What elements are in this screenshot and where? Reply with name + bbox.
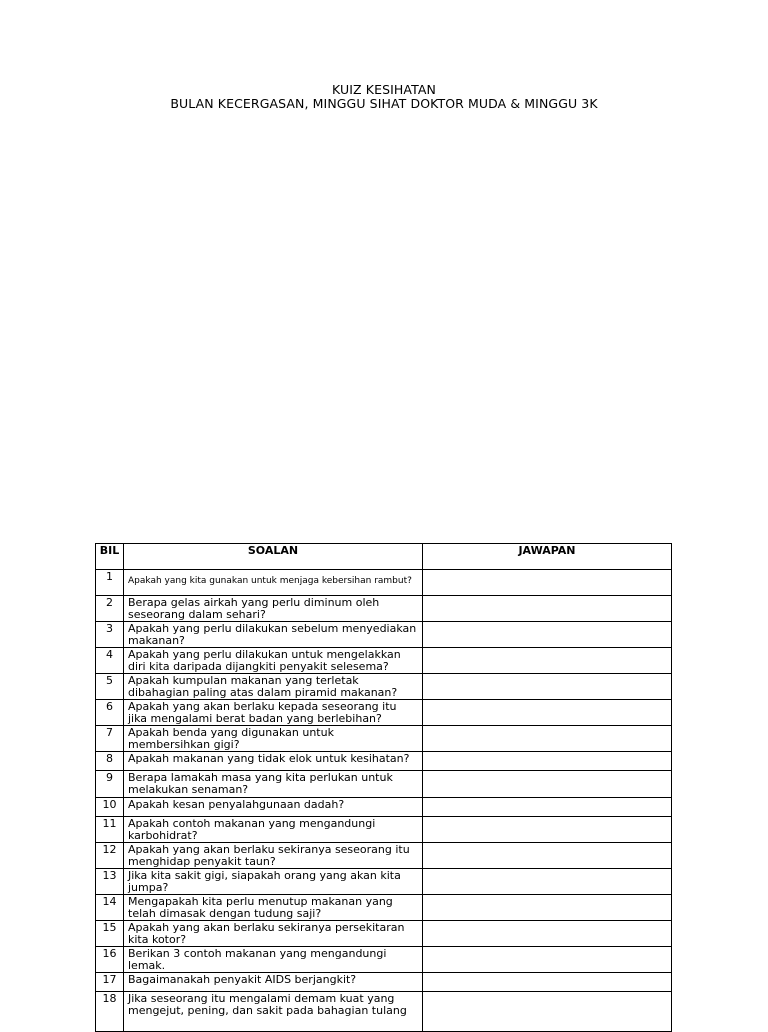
question-text: Apakah makanan yang tidak elok untuk kesihatan? <box>124 752 423 771</box>
question-text: Bagaimanakah penyakit AIDS berjangkit? <box>124 973 423 992</box>
row-number: 9 <box>96 771 124 798</box>
header-bil: BIL <box>96 544 124 570</box>
quiz-table <box>95 543 672 1032</box>
answer-cell[interactable] <box>423 843 672 869</box>
answer-cell[interactable] <box>423 973 672 992</box>
table-row <box>96 700 672 726</box>
table-row <box>96 726 672 752</box>
table-row <box>96 895 672 921</box>
table-row <box>96 921 672 947</box>
answer-cell[interactable] <box>423 570 672 596</box>
table-row <box>96 869 672 895</box>
row-number: 3 <box>96 622 124 648</box>
header-soalan: SOALAN <box>124 544 423 570</box>
row-number: 7 <box>96 726 124 752</box>
table-row <box>96 992 672 1032</box>
row-number: 5 <box>96 674 124 700</box>
row-number: 18 <box>96 992 124 1032</box>
question-text: Berapa gelas airkah yang perlu diminum oleh seseorang dalam sehari? <box>124 596 423 622</box>
row-number: 12 <box>96 843 124 869</box>
answer-cell[interactable] <box>423 726 672 752</box>
row-number: 2 <box>96 596 124 622</box>
row-number: 4 <box>96 648 124 674</box>
table-row <box>96 570 672 596</box>
table-row <box>96 947 672 973</box>
question-text: Mengapakah kita perlu menutup makanan yang telah dimasak dengan tudung saji? <box>124 895 423 921</box>
table-row <box>96 817 672 843</box>
question-text: Jika kita sakit gigi, siapakah orang yang akan kita jumpa? <box>124 869 423 895</box>
table-row <box>96 596 672 622</box>
answer-cell[interactable] <box>423 947 672 973</box>
answer-cell[interactable] <box>423 895 672 921</box>
question-text: Apakah yang akan berlaku kepada seseorang itu jika mengalami berat badan yang berlebihan? <box>124 700 423 726</box>
document-title: KUIZ KESIHATAN <box>332 82 436 97</box>
table-row <box>96 622 672 648</box>
table-row <box>96 843 672 869</box>
answer-cell[interactable] <box>423 674 672 700</box>
question-text: Apakah kesan penyalahgunaan dadah? <box>124 798 423 817</box>
answer-cell[interactable] <box>423 700 672 726</box>
answer-cell[interactable] <box>423 817 672 843</box>
answer-cell[interactable] <box>423 596 672 622</box>
row-number: 16 <box>96 947 124 973</box>
answer-cell[interactable] <box>423 622 672 648</box>
row-number: 11 <box>96 817 124 843</box>
answer-cell[interactable] <box>423 648 672 674</box>
question-text: Jika seseorang itu mengalami demam kuat yang mengejut, pening, dan sakit pada bahagian tulang <box>124 992 423 1032</box>
row-number: 17 <box>96 973 124 992</box>
answer-cell[interactable] <box>423 771 672 798</box>
table-row <box>96 674 672 700</box>
row-number: 10 <box>96 798 124 817</box>
question-text: Apakah yang kita gunakan untuk menjaga kebersihan rambut? <box>124 570 423 596</box>
question-text: Apakah contoh makanan yang mengandungi karbohidrat? <box>124 817 423 843</box>
document-subtitle: BULAN KECERGASAN, MINGGU SIHAT DOKTOR MUDA & MINGGU 3K <box>170 96 598 111</box>
answer-cell[interactable] <box>423 869 672 895</box>
row-number: 15 <box>96 921 124 947</box>
answer-cell[interactable] <box>423 992 672 1032</box>
question-text: Apakah kumpulan makanan yang terletak dibahagian paling atas dalam piramid makanan? <box>124 674 423 700</box>
question-text: Apakah yang perlu dilakukan untuk mengelakkan diri kita daripada dijangkiti penyakit selesema? <box>124 648 423 674</box>
question-text: Apakah yang perlu dilakukan sebelum menyediakan makanan? <box>124 622 423 648</box>
row-number: 8 <box>96 752 124 771</box>
table-row <box>96 973 672 992</box>
question-text: Apakah yang akan berlaku sekiranya persekitaran kita kotor? <box>124 921 423 947</box>
answer-cell[interactable] <box>423 798 672 817</box>
question-text: Berapa lamakah masa yang kita perlukan untuk melakukan senaman? <box>124 771 423 798</box>
row-number: 6 <box>96 700 124 726</box>
table-row <box>96 752 672 771</box>
row-number: 13 <box>96 869 124 895</box>
answer-cell[interactable] <box>423 921 672 947</box>
header-jawapan: JAWAPAN <box>423 544 672 570</box>
table-row <box>96 648 672 674</box>
table-row <box>96 771 672 798</box>
question-text: Apakah benda yang digunakan untuk membersihkan gigi? <box>124 726 423 752</box>
table-row <box>96 798 672 817</box>
answer-cell[interactable] <box>423 752 672 771</box>
row-number: 1 <box>96 570 124 596</box>
question-text: Berikan 3 contoh makanan yang mengandungi lemak. <box>124 947 423 973</box>
question-text: Apakah yang akan berlaku sekiranya seseorang itu menghidap penyakit taun? <box>124 843 423 869</box>
table-header-row <box>96 544 672 570</box>
row-number: 14 <box>96 895 124 921</box>
